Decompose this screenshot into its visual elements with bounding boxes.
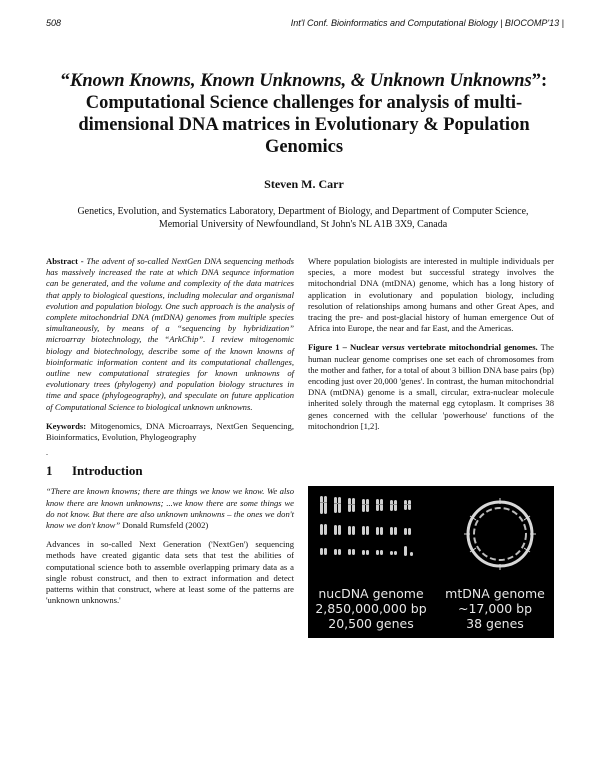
abstract-text: The advent of so-called NextGen DNA sequencing methods has massively increased the rate at which DNA sequnce information can be generated, and the volume and complexity of the data matrices that apply to biological questions, including molecular and organismal evolution and population biology. One such approach is the analysis of complete mitochondrial DNA (mtDNA) genomes from multiple species simultaneously, by means of a “sequencing by hybridization” microarray biotechnology, the “ArkChip”. I review mitogenomic biology and biotechnology, describe some of the known knowns of bioinformatic information content and its computational challenges, outline new computational strategies for known unknowns of evolutionary trees (phylogeny) and population biology structures in time and space (phylogeography), and speculate on future application of Computational Science to biological unknown unknowns.: [46, 256, 294, 412]
right-column: [308, 256, 554, 432]
mt-bp: ~17,000 bp: [457, 601, 533, 616]
running-head: Int'l Conf. Bioinformatics and Computational Biology | BIOCOMP'13 |: [290, 18, 564, 28]
abstract: [46, 256, 294, 413]
page-number: 508: [46, 18, 62, 28]
mtdna-circle-map: [460, 494, 540, 574]
mito-genome-label: [436, 586, 554, 631]
figure-label-c: vertebrate mitochondrial genomes.: [404, 342, 538, 353]
keywords-label: Keywords:: [46, 420, 87, 431]
figure-label-a: Figure 1 – Nuclear: [308, 342, 383, 353]
figure-label: [308, 342, 538, 352]
mt-title: mtDNA genome: [445, 586, 545, 601]
section-title: Introduction: [72, 463, 143, 479]
figure-caption-text: The human nuclear genome comprises one set each of chromosomes from the mother and father, for a total of about 3 billion DNA base pairs (bp) encoding just over 20,000 'genes'. In contrast, the human mitochondrial DNA (mtDNA) genome is a small, circular, extra-nuclear molecule inherited solely through the maternal egg cytoplasm. It comprises 38 genes concerned with the cellular 'powerhouse' functions of the mitochondrion [1,2].: [308, 342, 554, 431]
title-open-quote: “: [60, 71, 71, 91]
abstract-label: Abstract -: [46, 256, 84, 266]
section-heading-introduction: [46, 463, 294, 479]
karyotype-image: [314, 492, 424, 580]
author-name: Steven M. Carr: [264, 177, 344, 191]
title-rest: : Computational Science challenges for analysis of multi-dimensional DNA matrices in Evolutionary & Population Genomics: [78, 71, 548, 157]
population-paragraph: Where population biologists are interested in multiple individuals per species, a more modest but successful strategy involves the mitochondrial DNA (mtDNA) genome, which has a long history of application in evolutionary and population biology, including resolution of relationships among humans and other Great Apes, and tracing the pre- and post-glacial history of human emergence Out of Africa into Europe, the near and far East, and the Americas.: [308, 256, 554, 334]
nuc-title: nucDNA genome: [318, 586, 424, 601]
section-number: 1: [46, 463, 53, 479]
nuc-bp: 2,850,000,000 bp: [315, 601, 427, 616]
figure-1-genomes: [308, 486, 554, 638]
figure-caption: [308, 342, 554, 432]
page-header: [46, 18, 564, 30]
paper-title: [46, 70, 562, 158]
left-column: [46, 256, 294, 614]
quote-attribution: Donald Rumsfeld (2002): [120, 520, 209, 531]
stray-mark: .: [46, 448, 48, 458]
nuc-genes: 20,500 genes: [328, 616, 414, 631]
intro-paragraph: Advances in so-called Next Generation ('NextGen') sequencing methods have created gigantic data sets that test the abilities of computational science both to assemble overlapping primary data as a single robust construct, and then to extract information and detect patterns within that construct, where at least some of the patterns are 'unknown unknowns.': [46, 539, 294, 606]
figure-label-versus: versus: [382, 342, 405, 353]
keywords-text: Mitogenomics, DNA Microarrays, NextGen Sequencing, Bioinformatics, Evolution, Phylogeography: [46, 420, 294, 443]
author-affiliation: Genetics, Evolution, and Systematics Laboratory, Department of Biology, and Department of Computer Science, Memorial University of Newfoundland, St John's NL A1B 3X9, Canada: [77, 206, 529, 230]
title-close-quote: ”: [531, 71, 542, 91]
mt-genes: 38 genes: [466, 616, 524, 631]
quote-text: “There are known knowns; there are things we know we know. We also know there are known unknowns; ...we know there are some things we do not know. But there are also unknown unknowns – the ones we don't know we don't know”: [46, 486, 294, 531]
keywords: [46, 421, 294, 443]
rumsfeld-quote: [46, 486, 294, 531]
title-italic-part: Known Knowns, Known Unknowns, & Unknown Unknowns: [70, 71, 532, 91]
nuclear-genome-label: [312, 586, 430, 631]
